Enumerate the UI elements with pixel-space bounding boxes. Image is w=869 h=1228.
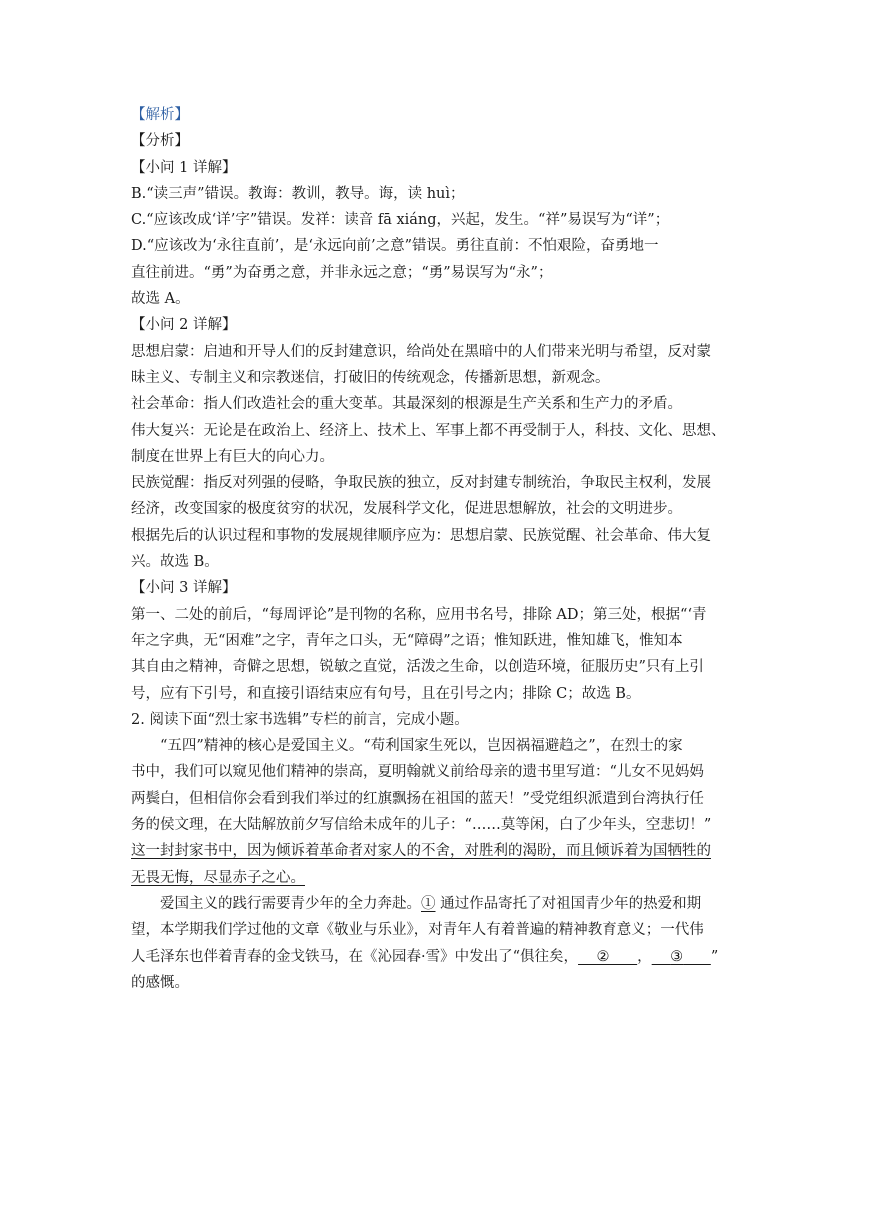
q2-line: 伟大复兴：无论是在政治上、经济上、技术上、军事上都不再受制于人，科技、文化、思想、 [131, 422, 726, 439]
preface-line: 的感慨。 [131, 974, 189, 991]
preface-text: 通过作品寄托了对祖国青少年的热爱和期 [435, 895, 702, 912]
q1-heading: 【小问 1 详解】 [131, 159, 237, 176]
preface-text: 人毛泽东也伴着青春的金戈铁马，在《沁园春·雪》中发出了“俱往矣， [131, 948, 579, 965]
q3-line: 年之字典，无“困难”之字，青年之口头，无“障碍”之语；惟知跃进，惟知雄飞，惟知本 [131, 632, 683, 649]
question-2-prompt: 2. 阅读下面“烈士家书选辑”专栏的前言，完成小题。 [131, 711, 469, 728]
underlined-sentence: 无畏无悔，尽显赤子之心。 [131, 869, 305, 886]
q1-line: B.“读三声”错误。教诲：教训，教导。诲，读 huì； [131, 185, 465, 202]
q3-heading: 【小问 3 详解】 [131, 580, 237, 597]
blank-3: ③ [670, 948, 684, 965]
blank-2: ② [596, 948, 610, 965]
preface-line: 望，本学期我们学过他的文章《敬业与乐业》，对青年人有着普遍的精神教育意义；一代伟 [131, 922, 704, 939]
preface-text: ， [637, 948, 652, 965]
q2-line: 民族觉醒：指反对列强的侵略，争取民族的独立，反对封建专制统治，争取民主权利，发展 [131, 475, 711, 492]
underlined-sentence: 这一封封家书中，因为倾诉着革命者对家人的不舍，对胜利的渴盼，而且倾诉着为国牺牲的 [131, 843, 711, 860]
analysis-heading: 【解析】 [131, 107, 189, 123]
preface-text: ” [710, 948, 719, 965]
preface-line: 务的侯文理，在大陆解放前夕写信给未成年的儿子：“……莫等闲，白了少年头，空悲切！” [131, 817, 712, 834]
preface-line: “五四”精神的核心是爱国主义。“苟利国家生死以，岂因祸福避趋之”，在烈士的家 [160, 738, 683, 755]
q2-line: 经济，改变国家的极度贫穷的状况，发展科学文化，促进思想解放，社会的文明进步。 [131, 501, 682, 518]
q2-line: 根据先后的认识过程和事物的发展规律顺序应为：思想启蒙、民族觉醒、社会革命、伟大复 [131, 527, 711, 544]
q1-line: 直往前进。“勇”为奋勇之意，并非永远之意；“勇”易误写为“永”； [131, 264, 553, 281]
q2-line: 兴。故选 B。 [131, 554, 219, 571]
q2-line: 思想启蒙：启迪和开导人们的反封建意识，给尚处在黑暗中的人们带来光明与希望，反对蒙 [131, 343, 711, 360]
fenxi-heading: 【分析】 [131, 133, 189, 150]
preface-line: 书中，我们可以窥见他们精神的崇高，夏明翰就义前给母亲的遗书里写道：“儿女不见妈妈 [131, 764, 704, 781]
q2-line: 社会革命：指人们改造社会的重大变革。其最深刻的根源是生产关系和生产力的矛盾。 [131, 396, 682, 413]
q2-line: 制度在世界上有巨大的向心力。 [131, 448, 334, 465]
preface-line: 两鬓白，但相信你会看到我们举过的红旗飘扬在祖国的蓝天！”受党组织派遣到台湾执行任 [131, 790, 704, 807]
q1-line: 故选 A。 [131, 291, 190, 308]
preface-line [131, 891, 739, 917]
underlined-sentence-line [131, 865, 739, 891]
preface-line [131, 944, 739, 970]
q1-line: C.“应该改成‘详’字”错误。发祥：读音 fā xiáng，兴起，发生。“祥”易误写为“详”； [131, 212, 670, 229]
q2-heading: 【小问 2 详解】 [131, 317, 237, 334]
q3-line: 号，应有下引号，和直接引语结束应有句号，且在引号之内；排除 C；故选 B。 [131, 685, 641, 702]
preface-text: 爱国主义的践行需要青少年的全力奔赴。 [160, 895, 421, 912]
q2-line: 昧主义、专制主义和宗教迷信，打破旧的传统观念，传播新思想，新观念。 [131, 369, 610, 386]
q3-line: 第一、二处的前后，“每周评论”是刊物的名称，应用书名号，排除 AD；第三处，根据“‘青 [131, 606, 707, 623]
document-page [131, 102, 739, 996]
q3-line: 其自由之精神，奇僻之思想，锐敏之直觉，活泼之生命，以创造环境，征服历史”只有上引 [131, 659, 704, 676]
underlined-sentence-line [131, 838, 739, 864]
blank-1: ① [421, 895, 436, 912]
q1-line: D.“应该改为‘永往直前’，是‘永远向前’之意”错误。勇往直前：不怕艰险，奋勇地一 [131, 238, 659, 255]
